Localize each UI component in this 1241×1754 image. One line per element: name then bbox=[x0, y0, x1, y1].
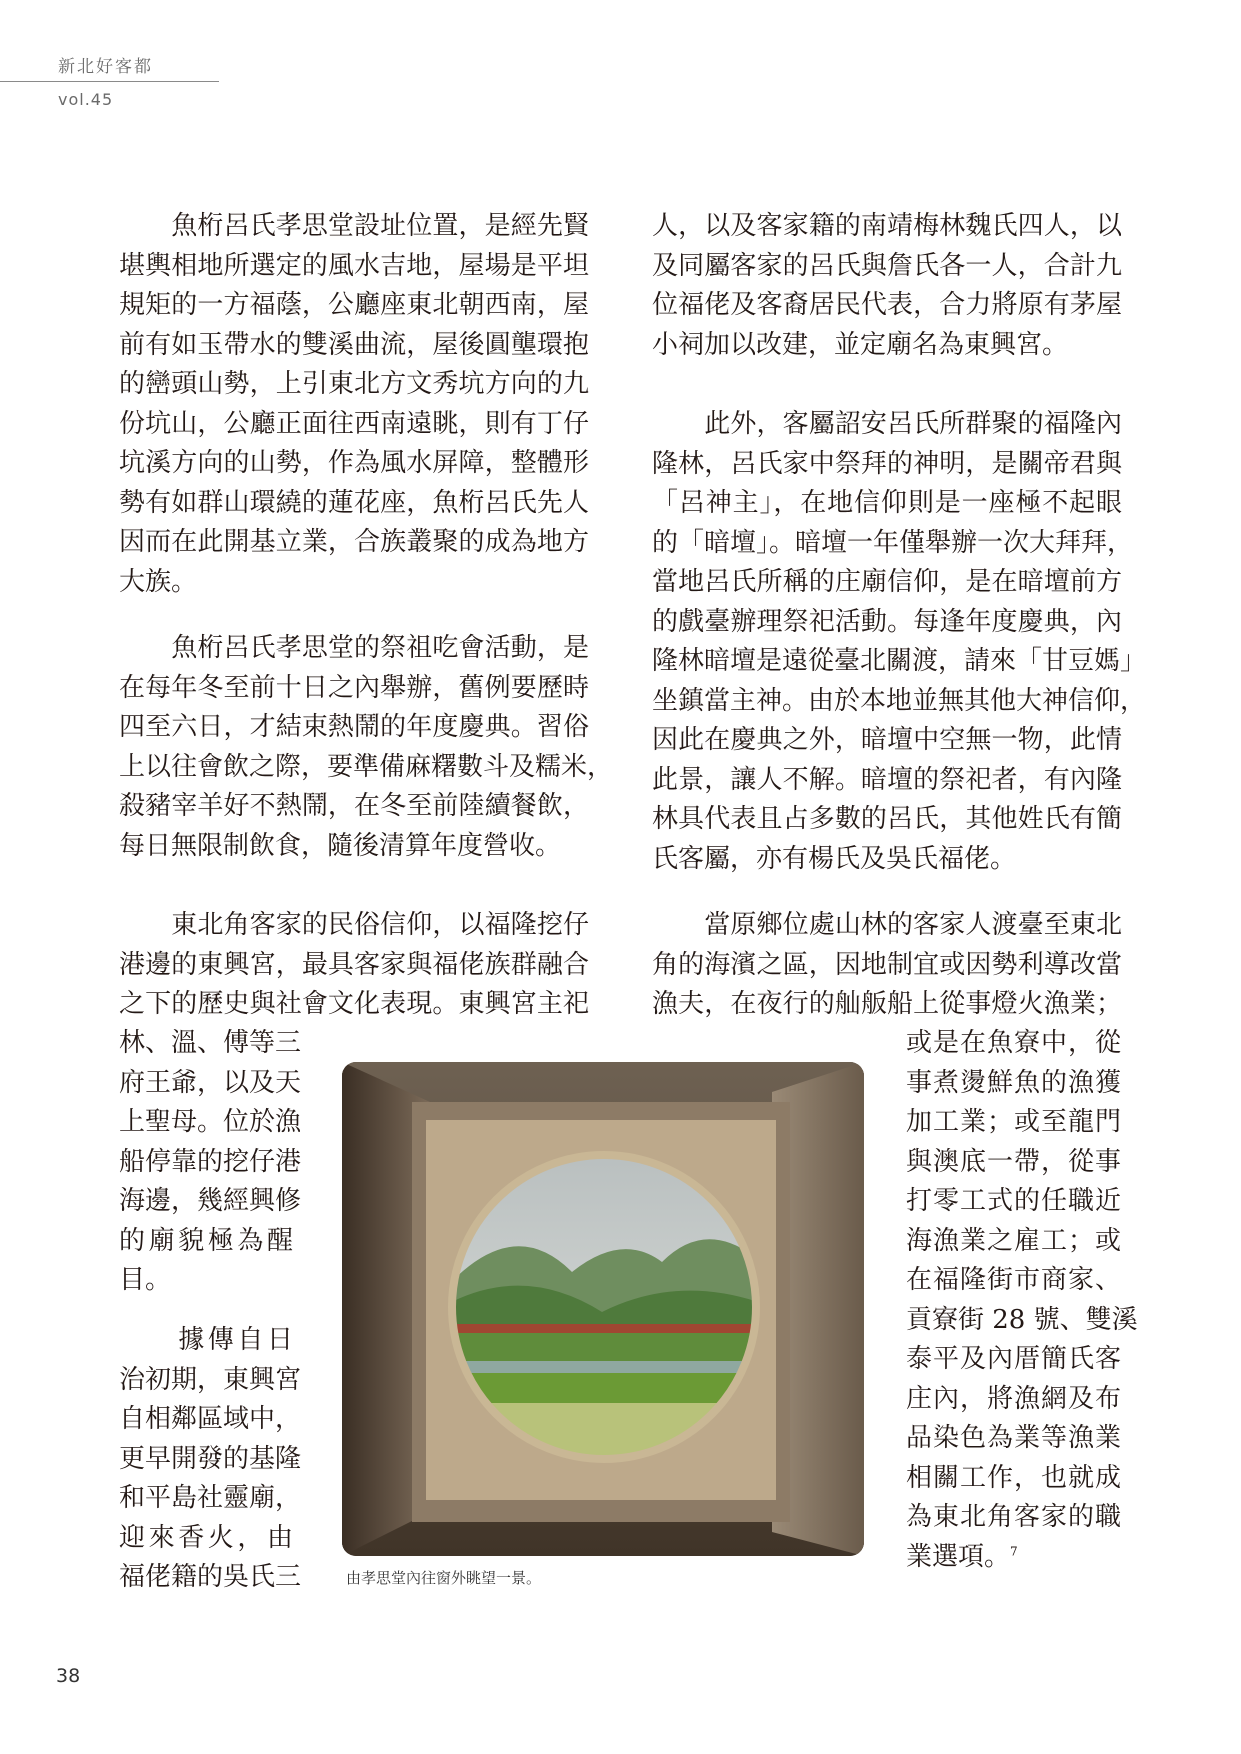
text-line: 和平島社靈廟， bbox=[119, 1483, 302, 1513]
paragraph-folk-belief bbox=[119, 906, 589, 1025]
text-line: 「呂神主」，在地信仰則是一座極不起眼 bbox=[652, 488, 1122, 518]
text-line: 之下的歷史與社會文化表現。東興宮主祀 bbox=[119, 989, 589, 1019]
text-line: 福佬籍的吳氏三 bbox=[119, 1562, 302, 1592]
paragraph-temple-origin bbox=[119, 1321, 302, 1598]
text-line: 人，以及客家籍的南靖梅林魏氏四人，以 bbox=[652, 211, 1122, 241]
text-line: 規矩的一方福蔭，公廳座東北朝西南，屋 bbox=[119, 290, 589, 320]
text-line: 大族。 bbox=[119, 566, 198, 597]
page-number: 38 bbox=[56, 1665, 81, 1687]
text-line: 事煮燙鮮魚的漁獲 bbox=[906, 1067, 1121, 1098]
text-line: 當原鄉位處山林的客家人渡臺至東北 bbox=[652, 910, 1122, 940]
text-line: 林、溫、傅等三 bbox=[119, 1028, 302, 1058]
text-line: 貢寮街 28 號、雙溪 bbox=[906, 1304, 1138, 1335]
text-line: 隆林，呂氏家中祭拜的神明，是關帝君與 bbox=[652, 448, 1122, 479]
text-line: 在每年冬至前十日之內舉辦，舊例要歷時 bbox=[119, 672, 589, 703]
text-line: 東北角客家的民俗信仰，以福隆挖仔 bbox=[119, 910, 589, 940]
paragraph-feng-shui bbox=[119, 207, 589, 602]
text-line: 前有如玉帶水的雙溪曲流，屋後圓壟環抱 bbox=[119, 329, 589, 360]
text-line: 的戲臺辦理祭祀活動。每逢年度慶典，內 bbox=[652, 606, 1122, 637]
paragraph-ancestor-ritual bbox=[119, 629, 614, 866]
text-line: 在福隆街市商家、 bbox=[906, 1265, 1121, 1295]
text-line: 坐鎮當主神。由於本地並無其他大神信仰， bbox=[652, 685, 1147, 716]
text-line: 上聖母。位於漁 bbox=[119, 1107, 302, 1137]
footnote-marker: 7 bbox=[1010, 1543, 1018, 1558]
text-line: 坑溪方向的山勢，作為風水屏障，整體形 bbox=[119, 448, 589, 478]
text-line: 打零工式的任職近 bbox=[906, 1186, 1121, 1216]
text-line: 海漁業之雇工；或 bbox=[906, 1225, 1121, 1256]
text-line: 殺豬宰羊好不熱鬧，在冬至前陸續餐飲， bbox=[119, 791, 589, 821]
text-line: 因此在慶典之外，暗壇中空無一物，此情 bbox=[652, 725, 1122, 755]
text-line: 更早開發的基隆 bbox=[119, 1443, 302, 1474]
text-line: 為東北角客家的職 bbox=[906, 1502, 1121, 1532]
text-line: 相關工作，也就成 bbox=[906, 1462, 1121, 1493]
text-line: 勢有如群山環繞的蓮花座，魚桁呂氏先人 bbox=[119, 487, 589, 518]
text-line: 四至六日，才結束熱鬧的年度慶典。習俗 bbox=[119, 712, 589, 742]
text-line: 品染色為業等漁業 bbox=[906, 1423, 1121, 1453]
text-line: 船停靠的挖仔港 bbox=[119, 1146, 302, 1177]
paragraph-folk-belief-continued bbox=[119, 1024, 302, 1301]
text-line: 上以往會飲之際，要準備麻糬數斗及糯米， bbox=[119, 751, 614, 782]
text-line: 的巒頭山勢，上引東北方文秀坑方向的九 bbox=[119, 369, 589, 399]
volume-label: vol.45 bbox=[58, 90, 114, 109]
text-line: 林具代表且占多數的呂氏，其他姓氏有簡 bbox=[652, 804, 1122, 834]
text-line: 每日無限制飲食，隨後清算年度營收。 bbox=[119, 830, 562, 861]
text-line: 隆林暗壇是遠從臺北關渡，請來「甘豆媽」 bbox=[652, 646, 1147, 676]
header-divider bbox=[0, 81, 219, 82]
text-line: 位福佬及客裔居民代表，合力將原有茅屋 bbox=[652, 290, 1122, 320]
paragraph-fishing-livelihood bbox=[652, 906, 1122, 1025]
window-view-photo bbox=[342, 1062, 864, 1556]
paragraph-dark-altar bbox=[652, 405, 1147, 879]
text-line: 氏客屬，亦有楊氏及吳氏福佬。 bbox=[652, 843, 1017, 874]
magazine-title: 新北好客都 bbox=[58, 57, 153, 77]
text-line: 份坑山，公廳正面往西南遠眺，則有丁仔 bbox=[119, 408, 589, 439]
text-line: 目。 bbox=[119, 1265, 172, 1295]
text-line: 迎來香火，由 bbox=[119, 1522, 293, 1553]
text-line-final: 業選項。$^7$ bbox=[906, 1541, 1018, 1572]
text-line: 的「暗壇」。暗壇一年僅舉辦一次大拜拜， bbox=[652, 527, 1134, 558]
text-line: 或是在魚寮中，從 bbox=[906, 1028, 1121, 1058]
text-line: 的廟貌極為醒 bbox=[119, 1225, 293, 1256]
text-line: 漁夫，在夜行的舢舨船上從事燈火漁業； bbox=[652, 989, 1122, 1019]
text-line: 此景，讓人不解。暗壇的祭祀者，有內隆 bbox=[652, 764, 1122, 795]
paragraph-temple-origin-continued bbox=[652, 207, 1122, 365]
paragraph-fishing-livelihood-continued bbox=[906, 1024, 1138, 1577]
text-line: 小祠加以改建，並定廟名為東興宮。 bbox=[652, 329, 1069, 360]
text-line: 角的海濱之區，因地制宜或因勢利導改當 bbox=[652, 949, 1122, 980]
text-line: 據傳自日 bbox=[119, 1325, 293, 1355]
text-line: 港邊的東興宮，最具客家與福佬族群融合 bbox=[119, 949, 589, 980]
text-line: 及同屬客家的呂氏與詹氏各一人，合計九 bbox=[652, 250, 1122, 281]
text-line: 堪輿相地所選定的風水吉地，屋場是平坦 bbox=[119, 250, 589, 281]
text-line: 府王爺，以及天 bbox=[119, 1067, 302, 1098]
text-line: 泰平及內厝簡氏客 bbox=[906, 1344, 1121, 1374]
photo-caption: 由孝思堂內往窗外眺望一景。 bbox=[346, 1569, 542, 1587]
text-line: 因而在此開基立業，合族叢聚的成為地方 bbox=[119, 527, 589, 557]
text-line: 與澳底一帶，從事 bbox=[906, 1146, 1121, 1177]
text-line: 魚桁呂氏孝思堂的祭祖吃會活動，是 bbox=[119, 633, 589, 663]
text-line: 當地呂氏所稱的庄廟信仰，是在暗壇前方 bbox=[652, 567, 1122, 597]
text-line: 治初期，東興宮 bbox=[119, 1364, 302, 1395]
text-line: 海邊，幾經興修 bbox=[119, 1186, 302, 1216]
text-line: 庄內，將漁網及布 bbox=[906, 1383, 1121, 1414]
text-line: 此外，客屬詔安呂氏所群聚的福隆內 bbox=[652, 409, 1122, 439]
text-line: 加工業；或至龍門 bbox=[906, 1107, 1121, 1137]
text-line: 魚桁呂氏孝思堂設址位置，是經先賢 bbox=[119, 211, 589, 241]
text-line: 自相鄰區域中， bbox=[119, 1404, 302, 1434]
